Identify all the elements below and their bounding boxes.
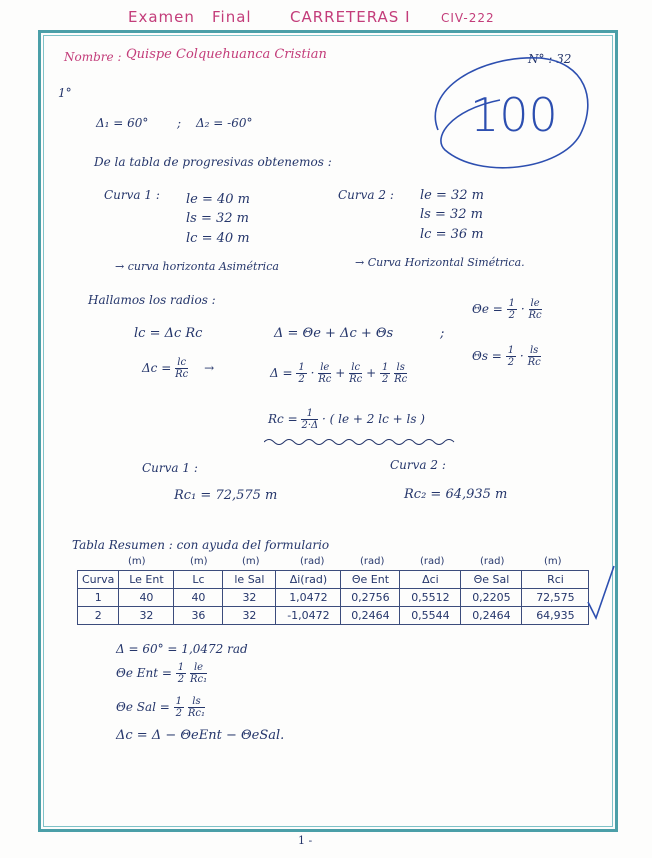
unit-le-ent: (m) [128,556,146,567]
note-theta-ent: Θe Ent = $\frac{1}{2}$ $\frac{le}{\text{Rc₁}}$ [116,662,208,685]
cell: 2 [78,607,119,625]
curve1-le: le = 40 m [186,192,251,207]
name-label: Nombre : [64,50,122,64]
delta-sum-equation: Δ = Θe + Δc + Θs [274,326,394,341]
curva1-heading: Curva 1 : [142,461,198,475]
cell: 32 [223,607,276,625]
unit-lc: (m) [190,556,208,567]
lc-equation: lc = Δc Rc [134,326,203,341]
col-lc: Lc [174,571,223,589]
exam-title: Examen [128,8,195,26]
table-title: Tabla Resumen : con ayuda del formulario [72,538,330,552]
table-row [78,589,589,607]
unit-delta-c: (rad) [420,556,445,567]
col-curva: Curva [78,571,119,589]
course-name: CARRETERAS I [290,8,411,26]
curve2-le: le = 32 m [420,188,485,203]
curve1-ls: ls = 32 m [186,211,249,226]
cell: 40 [119,589,174,607]
equation-separator: ; [440,326,445,341]
table-row [78,607,589,625]
curve2-lc: lc = 36 m [420,227,484,242]
cell: 0,2205 [461,589,522,607]
rc-formula: Rc = $\frac{1}{2\cdot\Delta}$ · ( le + 2 lc + ls ) [268,408,425,431]
cell: 0,5512 [400,589,461,607]
col-theta-ent: Θe Ent [341,571,400,589]
col-le-ent: Le Ent [119,571,174,589]
rc1-result: Rc₁ = 72,575 m [174,488,278,503]
course-code: CIV-222 [441,11,495,25]
page-footer: 1 - [298,834,313,847]
col-le-sal: le Sal [223,571,276,589]
cell: 36 [174,607,223,625]
curve2-type: → Curva Horizontal Simétrica. [355,256,525,269]
col-theta-sal: Θe Sal [461,571,522,589]
radii-title: Hallamos los radios : [88,293,216,307]
cell: 0,2756 [341,589,400,607]
col-delta-c: Δci [400,571,461,589]
summary-table [77,570,589,625]
col-delta: Δi(rad) [276,571,341,589]
curva2-heading: Curva 2 : [390,458,446,472]
curve1-label: Curva 1 : [104,188,160,202]
table-header-row [78,571,589,589]
cell: 0,2464 [341,607,400,625]
note-delta: Δ = 60° = 1,0472 rad [116,642,248,656]
check-mark-icon [586,562,616,632]
col-rc: Rci [522,571,589,589]
cell: 0,5544 [400,607,461,625]
underline-wave [264,436,464,448]
delta-2: Δ₂ = -60° [196,116,253,130]
curve2-ls: ls = 32 m [420,207,483,222]
cell: 40 [174,589,223,607]
intro-text: De la tabla de progresivas obtenemos : [94,155,332,169]
cell: 72,575 [522,589,589,607]
score: 100 [470,88,558,142]
theta-s-formula: Θs = $\frac{1}{2}$ · $\frac{ls}{Rc}$ [472,345,541,368]
cell: 32 [223,589,276,607]
cell: 1,0472 [276,589,341,607]
unit-theta-ent: (rad) [360,556,385,567]
unit-delta: (rad) [300,556,325,567]
note-delta-c: Δc = Δ − ΘeEnt − ΘeSal. [116,728,285,743]
delta-separator: ; [177,116,182,130]
exam-subtitle: Final [212,8,252,26]
section-number: 1° [58,86,72,100]
student-name: Quispe Colquehuanca Cristian [126,47,327,62]
unit-theta-sal: (rad) [480,556,505,567]
cell: 1 [78,589,119,607]
unit-rc: (m) [544,556,562,567]
delta-c-formula: Δc = $\frac{lc}{Rc}$ → [142,357,215,380]
theta-e-formula: Θe = $\frac{1}{2}$ · $\frac{le}{Rc}$ [472,298,542,321]
delta-1: Δ₁ = 60° [96,116,149,130]
curve1-lc: lc = 40 m [186,231,250,246]
delta-expanded-formula: Δ = $\frac{1}{2}$ · $\frac{le}{Rc}$ + $\frac{lc}{Rc}$ + $\frac{1}{2}$ $\frac{ls}{Rc}$ [270,362,408,385]
cell: 64,935 [522,607,589,625]
curve1-type: → curva horizonta Asimétrica [115,260,279,273]
cell: 0,2464 [461,607,522,625]
cell: 32 [119,607,174,625]
curve2-label: Curva 2 : [338,188,394,202]
rc2-result: Rc₂ = 64,935 m [404,487,508,502]
note-theta-sal: Θe Sal = $\frac{1}{2}$ $\frac{ls}{\text{Rc₁}}$ [116,696,206,719]
unit-le-sal: (m) [242,556,260,567]
student-number: N° : 32 [528,52,572,66]
cell: -1,0472 [276,607,341,625]
